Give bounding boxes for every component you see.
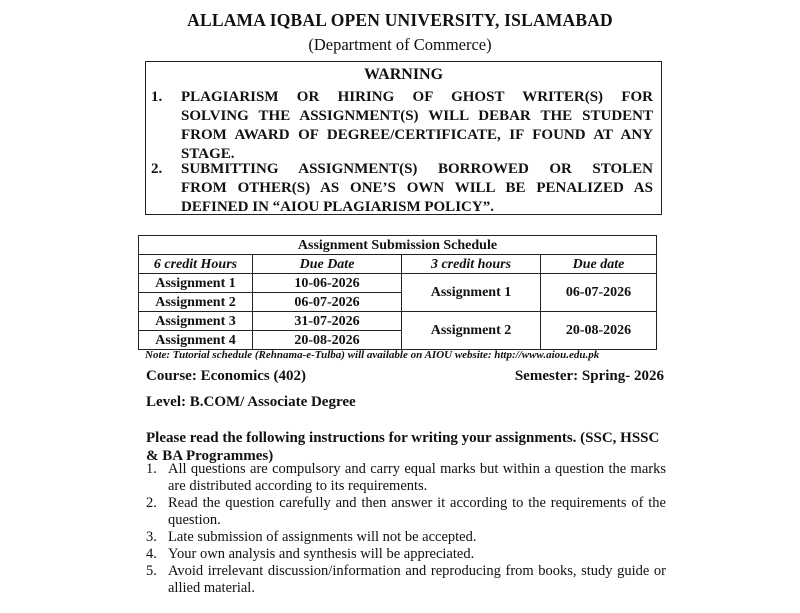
header-6-credit: 6 credit Hours (139, 255, 253, 274)
warning-line: PLAGIARISM OR HIRING OF GHOST WRITER(S) FOR (181, 89, 653, 105)
instructions-intro: Please read the following instructions for writing your assignments. (SSC, HSSC & BA Programmes) (146, 430, 660, 464)
warning-line: DEFINED IN “AIOU PLAGIARISM POLICY”. (181, 199, 494, 215)
course-label: Course: Economics (402) (146, 368, 306, 384)
warning-item-number: 2. (151, 161, 163, 177)
department-subtitle: (Department of Commerce) (308, 35, 492, 54)
six-credit-assignment: Assignment 3 (139, 312, 253, 331)
warning-line: SUBMITTING ASSIGNMENT(S) BORROWED OR STOLEN (181, 161, 653, 177)
instruction-number: 4. (146, 546, 157, 562)
six-credit-date: 31-07-2026 (253, 312, 402, 331)
instruction-item (146, 461, 666, 495)
instruction-number: 3. (146, 529, 157, 545)
schedule-caption: Assignment Submission Schedule (139, 236, 657, 255)
warning-box (145, 61, 662, 215)
six-credit-date: 10-06-2026 (253, 274, 402, 293)
instruction-number: 5. (146, 563, 157, 579)
instructions-list (146, 461, 666, 597)
warning-line: FROM OTHER(S) AS ONE’S OWN WILL BE PENALIZED AS (181, 180, 653, 196)
six-credit-assignment: Assignment 4 (139, 331, 253, 350)
warning-title: WARNING (363, 66, 444, 83)
warning-line: FROM AWARD OF DEGREE/CERTIFICATE, IF FOUND AT ANY (181, 127, 653, 143)
instruction-text: Read the question carefully and then answer it according to the requirements of the question. (168, 495, 666, 528)
three-credit-date: 20-08-2026 (541, 312, 657, 350)
instruction-number: 2. (146, 495, 157, 511)
three-credit-assignment: Assignment 1 (402, 274, 541, 312)
warning-item-text (181, 88, 653, 164)
six-credit-date: 06-07-2026 (253, 293, 402, 312)
warning-item-number: 1. (151, 89, 163, 105)
warning-item-text (181, 160, 653, 217)
semester-label: Semester: Spring- 2026 (514, 368, 664, 384)
instruction-text: Avoid irrelevant discussion/information and reproducing from books, study guide or allied material. (168, 563, 666, 596)
six-credit-assignment: Assignment 1 (139, 274, 253, 293)
warning-line: SOLVING THE ASSIGNMENT(S) WILL DEBAR THE STUDENT (181, 108, 653, 124)
schedule-note: Note: Tutorial schedule (Rehnama-e-Tulba) will available on AIOU website: http://www.aiou.edu.pk (145, 349, 600, 361)
level-label: Level: B.COM/ Associate Degree (146, 394, 356, 410)
instruction-text: Your own analysis and synthesis will be appreciated. (168, 546, 475, 562)
header-due-date-3: Due date (541, 255, 657, 274)
header-due-date: Due Date (253, 255, 402, 274)
schedule-table (138, 235, 657, 350)
warning-line: STAGE. (181, 146, 235, 162)
six-credit-date: 20-08-2026 (253, 331, 402, 350)
instruction-item (146, 529, 666, 546)
instruction-text: Late submission of assignments will not be accepted. (168, 529, 477, 545)
university-title: ALLAMA IQBAL OPEN UNIVERSITY, ISLAMABAD (187, 10, 613, 30)
instruction-item (146, 495, 666, 529)
instruction-text: All questions are compulsory and carry equal marks but within a question the marks are distributed according to its requirements. (168, 461, 666, 494)
three-credit-assignment: Assignment 2 (402, 312, 541, 350)
instruction-number: 1. (146, 461, 157, 477)
header-3-credit: 3 credit hours (402, 255, 541, 274)
six-credit-assignment: Assignment 2 (139, 293, 253, 312)
three-credit-date: 06-07-2026 (541, 274, 657, 312)
instruction-item (146, 563, 666, 597)
instruction-item (146, 546, 666, 563)
